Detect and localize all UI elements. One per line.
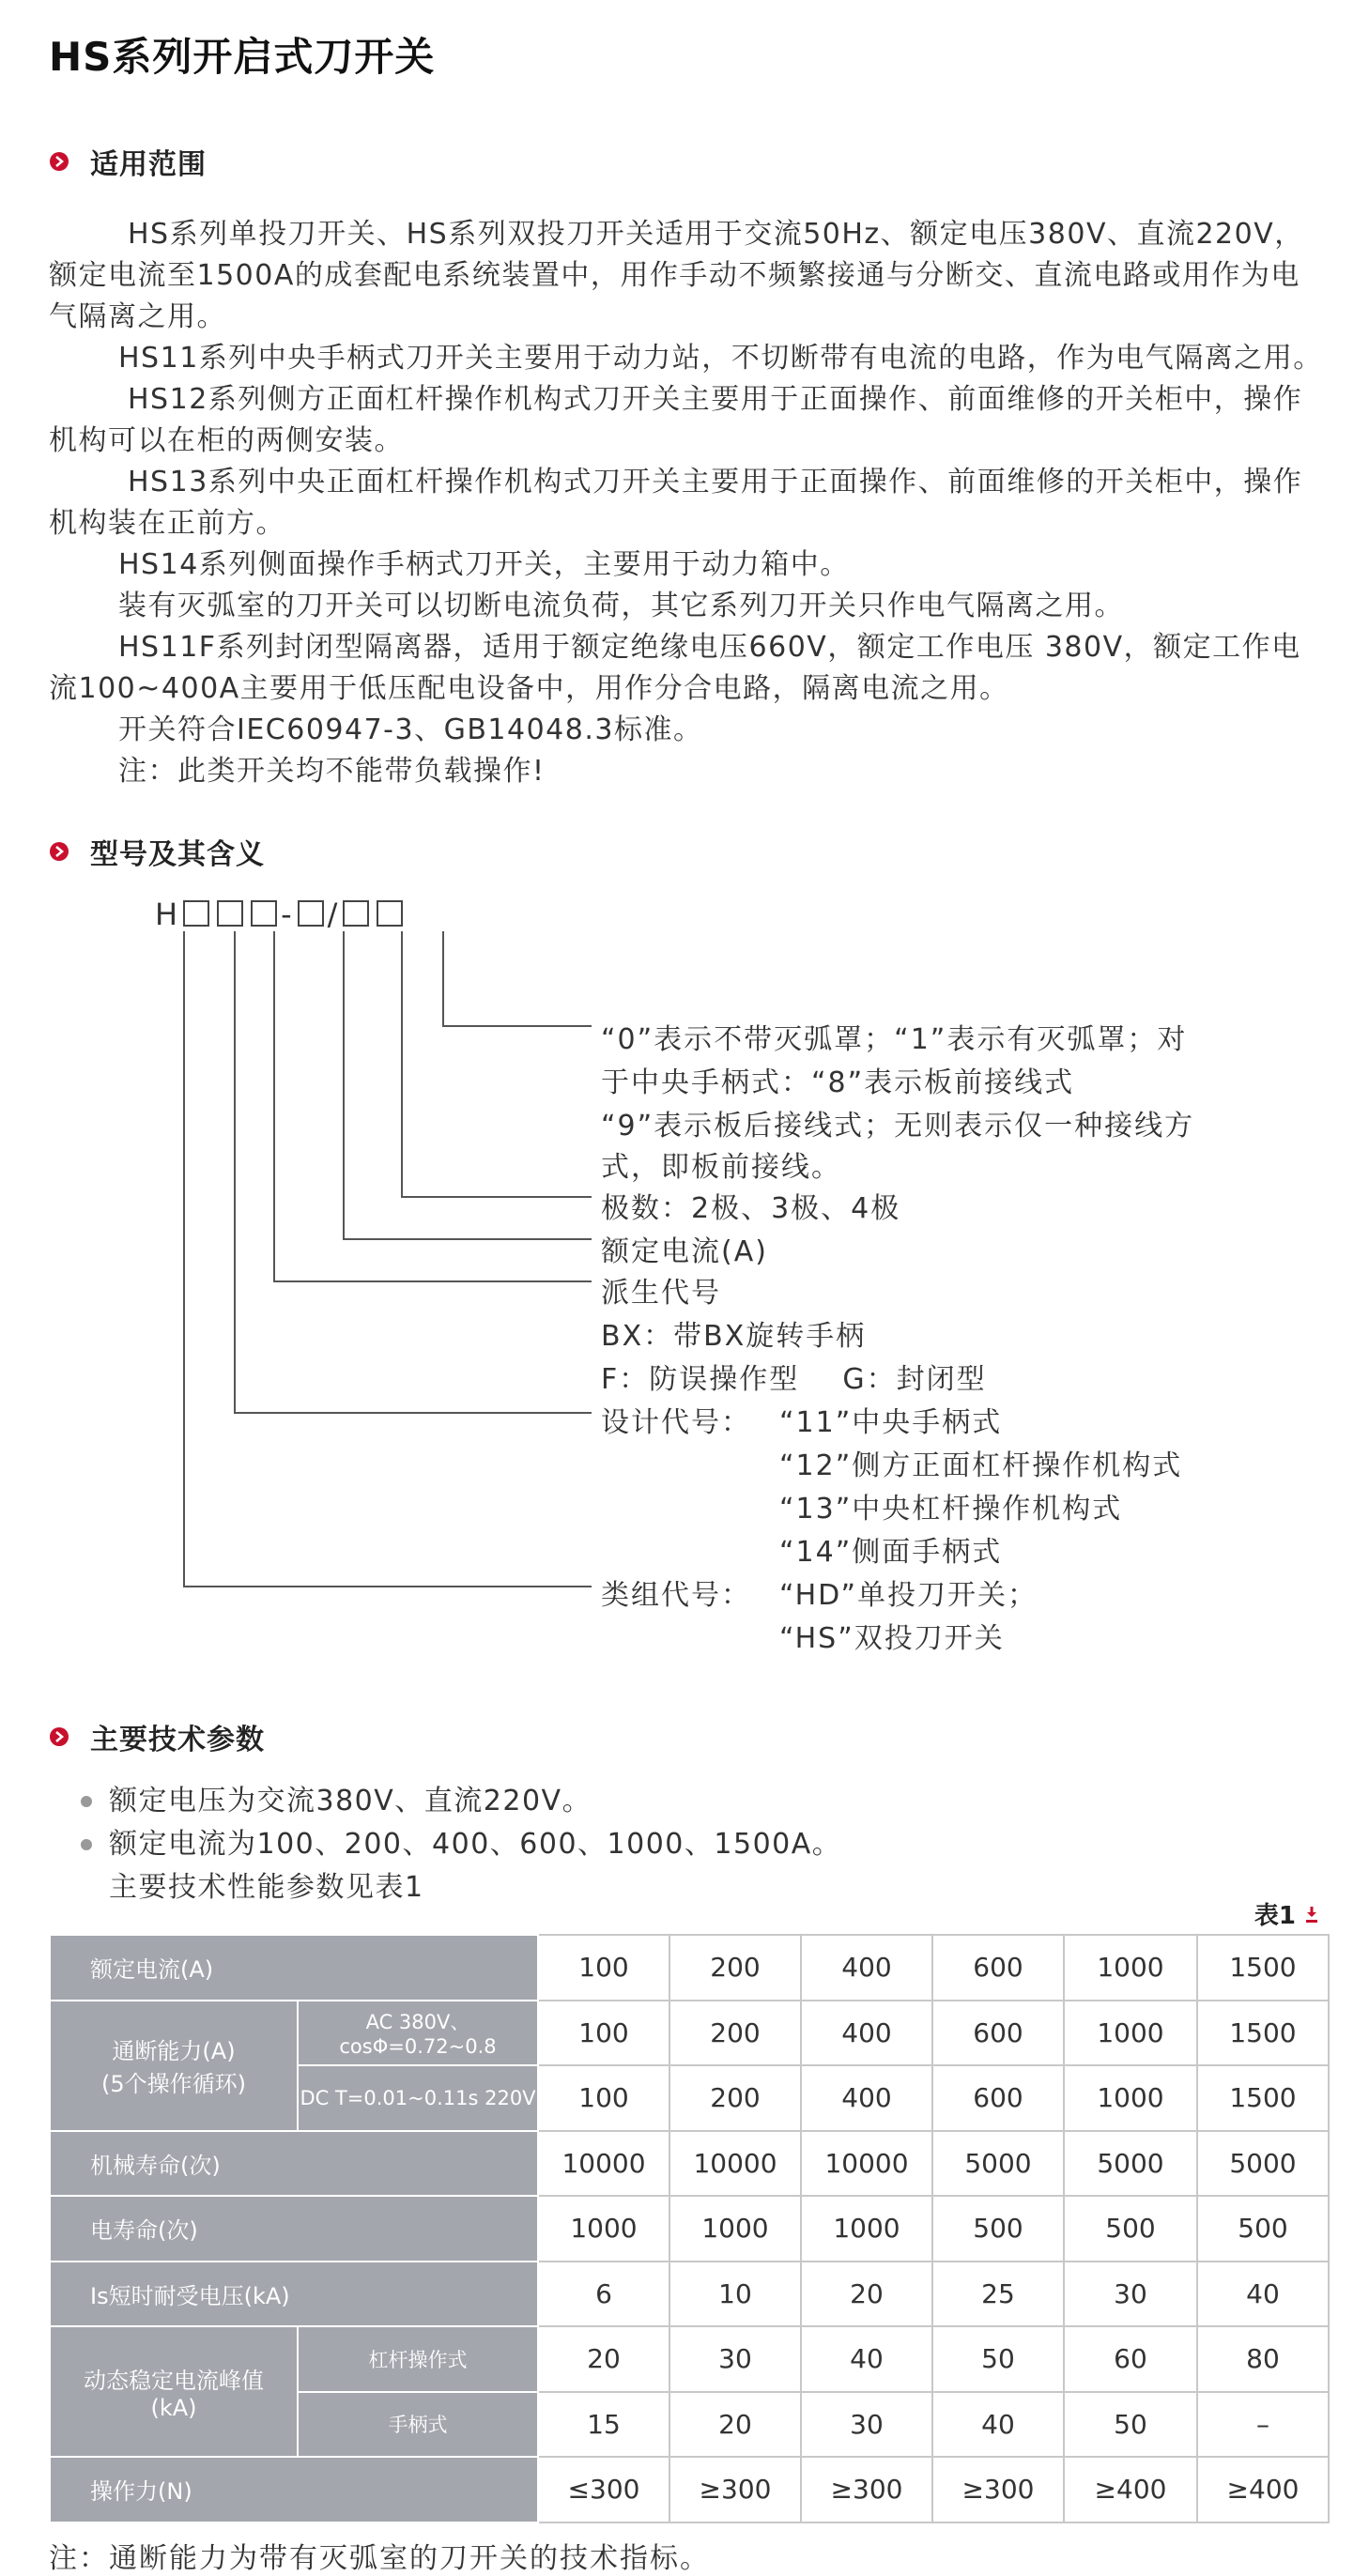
table-cell: 20 bbox=[538, 2326, 669, 2392]
desc-design-13: “13”中央杠杆操作机构式 bbox=[779, 1493, 1123, 1526]
sub-label-lever: 杠杆操作式 bbox=[298, 2326, 538, 2392]
table-cell: 200 bbox=[669, 1935, 801, 2001]
table-cell: 400 bbox=[801, 1935, 932, 2001]
table-cell: 100 bbox=[538, 2001, 669, 2066]
desc-design-11: “11”中央手柄式 bbox=[779, 1406, 1003, 1439]
table-cell: 1500 bbox=[1197, 2001, 1329, 2066]
scope-paragraph: 装有灭弧室的刀开关可以切断电流负荷，其它系列刀开关只作电气隔离之用。 bbox=[118, 590, 1124, 622]
table-cell: ≥400 bbox=[1197, 2457, 1329, 2522]
model-code: H - / bbox=[155, 897, 407, 932]
table-cell: 25 bbox=[932, 2262, 1064, 2327]
scope-paragraph: HS11F系列封闭型隔离器，适用于额定绝缘电压660V，额定工作电压 380V，额定工作电流100~400A主要用于低压配电设备中，用作分合电路，隔离电流之用。 bbox=[49, 631, 1301, 705]
table-cell: 80 bbox=[1197, 2326, 1329, 2392]
row-label-breaking: 通断能力(A) (5个操作循环) bbox=[50, 2001, 298, 2131]
table-cell: 400 bbox=[801, 2001, 932, 2066]
spec-table bbox=[49, 1934, 1330, 2523]
table-cell: 20 bbox=[801, 2262, 932, 2327]
table-cell: ≤300 bbox=[538, 2457, 669, 2522]
table-cell: ≥300 bbox=[801, 2457, 932, 2522]
table-cell: 200 bbox=[669, 2001, 801, 2066]
download-arrow-icon[interactable] bbox=[1303, 1905, 1320, 1924]
desc-group-hd: “HD”单投刀开关； bbox=[779, 1579, 1038, 1612]
table-cell: ≥400 bbox=[1064, 2457, 1197, 2522]
row-label-mech-life: 机械寿命(次) bbox=[50, 2131, 538, 2197]
table-cell: 40 bbox=[801, 2326, 932, 2392]
table-cell: 1500 bbox=[1197, 2065, 1329, 2131]
scope-paragraph: HS12系列侧方正面杠杆操作机构式刀开关主要用于正面操作、前面维修的开关柜中，操作机构可以在柜的两侧安装。 bbox=[49, 383, 1303, 457]
table-row bbox=[50, 2457, 1329, 2522]
table-cell: 5000 bbox=[932, 2131, 1064, 2197]
section-params-heading: 主要技术参数 bbox=[49, 1716, 265, 1757]
table-row bbox=[50, 2326, 1329, 2392]
desc-design-code: 设计代号： bbox=[601, 1406, 751, 1439]
table-cell: 30 bbox=[669, 2326, 801, 2392]
desc-poles: 极数：2极、3极、4极 bbox=[601, 1192, 901, 1225]
desc-design-14: “14”侧面手柄式 bbox=[779, 1536, 1003, 1569]
table-cell: 5000 bbox=[1064, 2131, 1197, 2197]
table-cell: 15 bbox=[538, 2392, 669, 2458]
table-cell: 400 bbox=[801, 2065, 932, 2131]
table-cell: 1000 bbox=[801, 2196, 932, 2262]
table-cell: 30 bbox=[801, 2392, 932, 2458]
table-cell: 50 bbox=[932, 2326, 1064, 2392]
table-cell: 100 bbox=[538, 1935, 669, 2001]
table-cell: 1000 bbox=[1064, 1935, 1197, 2001]
table-cell: 10000 bbox=[801, 2131, 932, 2197]
table-cell: 1000 bbox=[1064, 2001, 1197, 2066]
desc-bx: BX：带BX旋转手柄 bbox=[601, 1320, 867, 1353]
circle-arrow-icon bbox=[49, 1726, 69, 1747]
table-cell: 600 bbox=[932, 2001, 1064, 2066]
desc-design-12: “12”侧方正面杠杆操作机构式 bbox=[779, 1449, 1183, 1482]
sub-label-handle: 手柄式 bbox=[298, 2392, 538, 2458]
table-cell: 10000 bbox=[538, 2131, 669, 2197]
table-cell: 100 bbox=[538, 2065, 669, 2131]
table-cell: 600 bbox=[932, 2065, 1064, 2131]
table-cell: 1000 bbox=[538, 2196, 669, 2262]
table-cell: 40 bbox=[932, 2392, 1064, 2458]
table-cell: 20 bbox=[669, 2392, 801, 2458]
table-row bbox=[50, 2001, 1329, 2066]
table-cell: 1000 bbox=[1064, 2065, 1197, 2131]
table-row bbox=[50, 2196, 1329, 2262]
sub-label-ac: AC 380V、cosΦ=0.72~0.8 bbox=[298, 2001, 538, 2066]
table-cell: 500 bbox=[932, 2196, 1064, 2262]
bullet-dot-icon bbox=[81, 1839, 92, 1850]
table-cell: 30 bbox=[1064, 2262, 1197, 2327]
table-cell: 60 bbox=[1064, 2326, 1197, 2392]
table-caption: 表1 bbox=[1254, 1896, 1320, 1931]
table-cell: ≥300 bbox=[932, 2457, 1064, 2522]
table-cell: 50 bbox=[1064, 2392, 1197, 2458]
table-cell: 6 bbox=[538, 2262, 669, 2327]
row-label-dynamic: 动态稳定电流峰值 (kA) bbox=[50, 2326, 298, 2457]
table-cell: 10 bbox=[669, 2262, 801, 2327]
params-list bbox=[81, 1780, 841, 1909]
sub-label-dc: DC T=0.01~0.11s 220V bbox=[298, 2065, 538, 2131]
desc-arc-line4: 式，即板前接线。 bbox=[601, 1151, 841, 1184]
desc-group-code: 类组代号： bbox=[601, 1579, 751, 1612]
list-item: 额定电流为100、200、400、600、1000、1500A。 bbox=[81, 1823, 841, 1866]
scope-paragraph: HS14系列侧面操作手柄式刀开关，主要用于动力箱中。 bbox=[118, 548, 850, 581]
table-row bbox=[50, 2131, 1329, 2197]
row-label-elec-life: 电寿命(次) bbox=[50, 2196, 538, 2262]
scope-paragraph: 开关符合IEC60947-3、GB14048.3标准。 bbox=[118, 713, 703, 746]
scope-note: 注：此类开关均不能带负载操作! bbox=[118, 755, 546, 788]
row-label-rated-current: 额定电流(A) bbox=[50, 1935, 538, 2001]
scope-paragraph: HS13系列中央正面杠杆操作机构式刀开关主要用于正面操作、前面维修的开关柜中，操作机构装在正前方。 bbox=[49, 466, 1303, 540]
list-item: 主要技术性能参数见表1 bbox=[109, 1871, 424, 1904]
desc-group-hs: “HS”双投刀开关 bbox=[779, 1622, 1005, 1655]
table-cell: 40 bbox=[1197, 2262, 1329, 2327]
row-label-force: 操作力(N) bbox=[50, 2457, 538, 2522]
table-cell: – bbox=[1197, 2392, 1329, 2458]
scope-paragraph: HS系列单投刀开关、HS系列双投刀开关适用于交流50Hz、额定电压380V、直流220V，额定电流至1500A的成套配电系统装置中，用作手动不频繁接通与分断交、直流电路或用作为电气隔离之用。 bbox=[49, 218, 1304, 333]
table-cell: 500 bbox=[1064, 2196, 1197, 2262]
desc-rated-current: 额定电流(A) bbox=[601, 1235, 768, 1268]
desc-arc-line1: “0”表示不带灭弧罩；“1”表示有灭弧罩；对 bbox=[601, 1023, 1188, 1056]
desc-f-g: F：防误操作型 G：封闭型 bbox=[601, 1363, 987, 1396]
table-row bbox=[50, 2262, 1329, 2327]
table-cell: 600 bbox=[932, 1935, 1064, 2001]
page-title: HS系列开启式刀开关 bbox=[49, 34, 436, 80]
scope-paragraph: HS11系列中央手柄式刀开关主要用于动力站，不切断带有电流的电路，作为电气隔离之用。 bbox=[118, 342, 1323, 375]
table-cell: 1500 bbox=[1197, 1935, 1329, 2001]
table-cell: 5000 bbox=[1197, 2131, 1329, 2197]
table-cell: ≥300 bbox=[669, 2457, 801, 2522]
desc-arc-line2: 于中央手柄式：“8”表示板前接线式 bbox=[601, 1066, 1075, 1099]
section-model-heading: 型号及其含义 bbox=[49, 831, 265, 872]
table-cell: 500 bbox=[1197, 2196, 1329, 2262]
section-scope-heading: 适用范围 bbox=[49, 141, 207, 182]
table-row bbox=[50, 1935, 1329, 2001]
row-label-short-time: Is短时耐受电压(kA) bbox=[50, 2262, 538, 2327]
table-cell: 10000 bbox=[669, 2131, 801, 2197]
desc-arc-line3: “9”表示板后接线式；无则表示仅一种接线方 bbox=[601, 1110, 1195, 1142]
table-cell: 200 bbox=[669, 2065, 801, 2131]
desc-derivative: 派生代号 bbox=[601, 1277, 721, 1310]
list-item: 额定电压为交流380V、直流220V。 bbox=[81, 1780, 841, 1823]
table-cell: 1000 bbox=[669, 2196, 801, 2262]
table-note: 注：通断能力为带有灭弧室的刀开关的技术指标。 bbox=[49, 2542, 710, 2575]
bullet-dot-icon bbox=[81, 1796, 92, 1807]
